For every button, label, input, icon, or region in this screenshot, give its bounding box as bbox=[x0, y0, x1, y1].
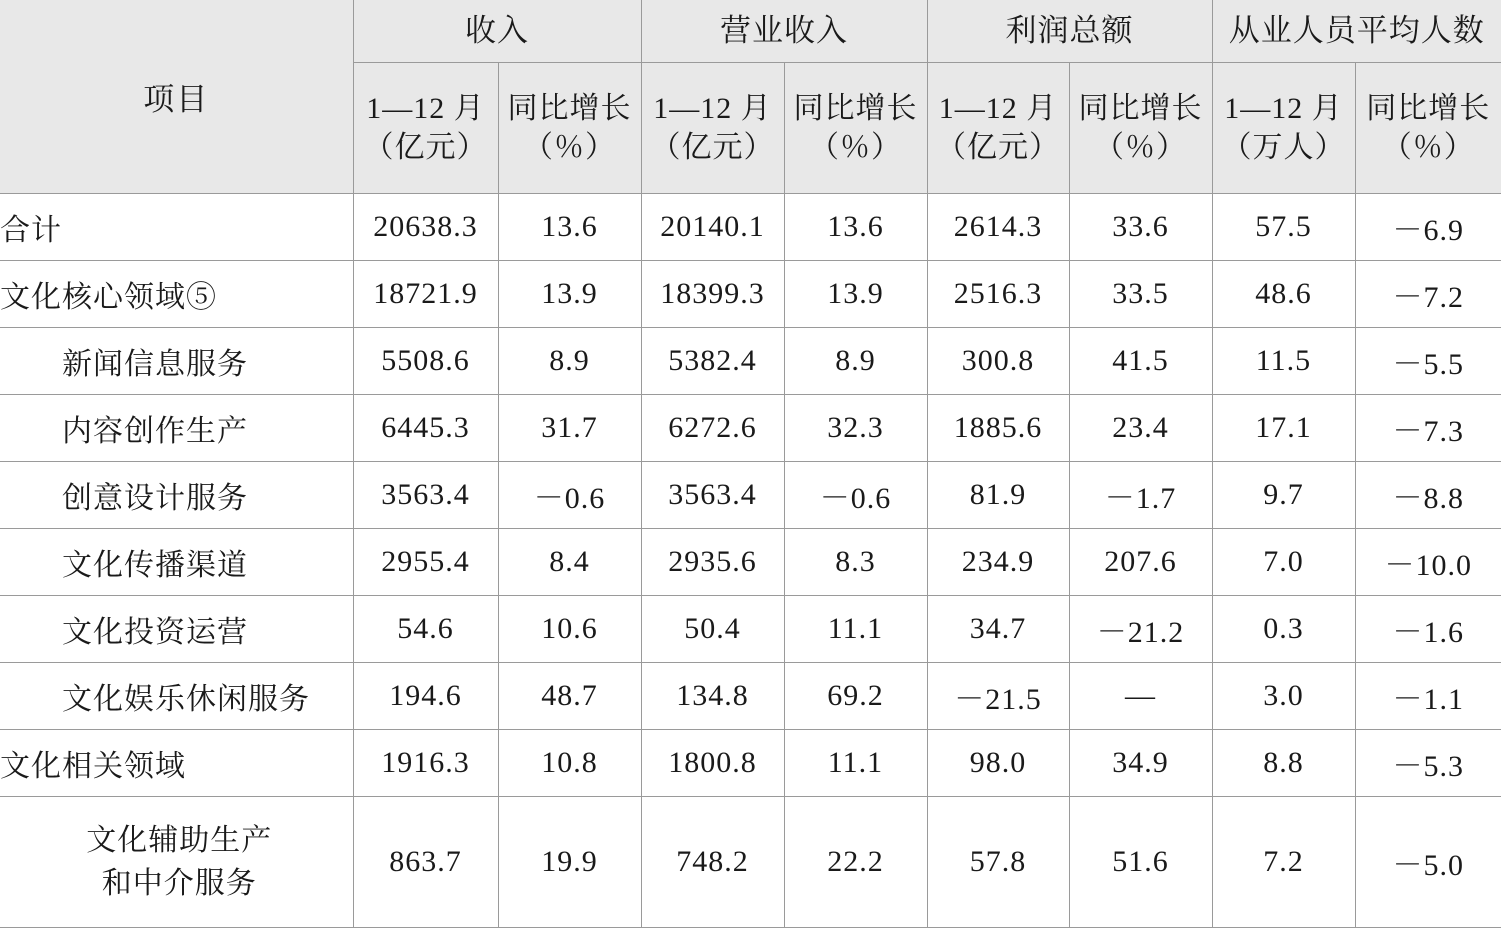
table-header bbox=[0, 0, 1501, 194]
subheader-income-growth bbox=[498, 63, 641, 194]
subheader-income-period bbox=[353, 63, 498, 194]
subheader-employees-growth bbox=[1355, 63, 1501, 194]
table-row bbox=[0, 395, 1501, 462]
table-cell: 20638.3 bbox=[353, 194, 498, 261]
table-cell: 194.6 bbox=[353, 663, 498, 730]
table-cell: 19.9 bbox=[498, 797, 641, 928]
table-cell: －21.5 bbox=[927, 663, 1069, 730]
subheader-line1: 同比增长 bbox=[1078, 92, 1203, 125]
table-cell: 234.9 bbox=[927, 529, 1069, 596]
table-cell: 81.9 bbox=[927, 462, 1069, 529]
subheader-line1: 同比增长 bbox=[793, 92, 918, 125]
subheader-line2: （亿元） bbox=[363, 131, 488, 164]
table-cell: 8.9 bbox=[498, 328, 641, 395]
table-cell: 3.0 bbox=[1212, 663, 1355, 730]
subheader-line2: （％） bbox=[809, 131, 902, 164]
table-row bbox=[0, 797, 1501, 928]
row-label bbox=[0, 261, 353, 328]
row-label bbox=[0, 395, 353, 462]
subheader-line1: 1—12 月 bbox=[366, 92, 485, 125]
table-cell: 7.2 bbox=[1212, 797, 1355, 928]
table-cell: －0.6 bbox=[498, 462, 641, 529]
table-cell: 2935.6 bbox=[641, 529, 784, 596]
subheader-operating-income-growth bbox=[784, 63, 927, 194]
table-cell: －5.0 bbox=[1355, 797, 1501, 928]
table-cell: 748.2 bbox=[641, 797, 784, 928]
table-cell: 57.8 bbox=[927, 797, 1069, 928]
row-label bbox=[0, 328, 353, 395]
table-cell: 9.7 bbox=[1212, 462, 1355, 529]
row-label-line: 文化投资运营 bbox=[62, 616, 248, 649]
table-body bbox=[0, 194, 1501, 928]
table-cell: 8.3 bbox=[784, 529, 927, 596]
subheader-employees-period bbox=[1212, 63, 1355, 194]
table-cell: 3563.4 bbox=[353, 462, 498, 529]
row-label bbox=[0, 529, 353, 596]
subheader-line2: （％） bbox=[523, 131, 616, 164]
table-cell: 13.9 bbox=[784, 261, 927, 328]
table-cell: －1.7 bbox=[1069, 462, 1212, 529]
table-cell: 3563.4 bbox=[641, 462, 784, 529]
row-label bbox=[0, 730, 353, 797]
table-cell: 5382.4 bbox=[641, 328, 784, 395]
subheader-profit-period bbox=[927, 63, 1069, 194]
table-cell: 1916.3 bbox=[353, 730, 498, 797]
table-cell: 33.6 bbox=[1069, 194, 1212, 261]
table-row bbox=[0, 261, 1501, 328]
table-cell: 51.6 bbox=[1069, 797, 1212, 928]
column-group-income: 收入 bbox=[353, 0, 641, 63]
row-label bbox=[0, 596, 353, 663]
table-cell: 20140.1 bbox=[641, 194, 784, 261]
column-group-operating-income: 营业收入 bbox=[641, 0, 927, 63]
table-cell: 2614.3 bbox=[927, 194, 1069, 261]
table-cell: －21.2 bbox=[1069, 596, 1212, 663]
table-cell: 11.5 bbox=[1212, 328, 1355, 395]
table-cell: －0.6 bbox=[784, 462, 927, 529]
table-cell: 2955.4 bbox=[353, 529, 498, 596]
row-label bbox=[0, 194, 353, 261]
table-cell: 5508.6 bbox=[353, 328, 498, 395]
table-cell: 33.5 bbox=[1069, 261, 1212, 328]
table-cell: 10.6 bbox=[498, 596, 641, 663]
row-label-line: 文化相关领域 bbox=[0, 750, 186, 783]
table-cell: 6272.6 bbox=[641, 395, 784, 462]
table-cell: 13.6 bbox=[498, 194, 641, 261]
row-label-line: 文化核心领域⑤ bbox=[0, 281, 217, 314]
table-cell: 22.2 bbox=[784, 797, 927, 928]
table-cell: 17.1 bbox=[1212, 395, 1355, 462]
table-cell: 57.5 bbox=[1212, 194, 1355, 261]
table-cell: 34.7 bbox=[927, 596, 1069, 663]
column-group-total-profit: 利润总额 bbox=[927, 0, 1212, 63]
row-label bbox=[0, 663, 353, 730]
table-cell: －5.5 bbox=[1355, 328, 1501, 395]
table-cell: 6445.3 bbox=[353, 395, 498, 462]
row-label-line: 创意设计服务 bbox=[62, 482, 248, 515]
column-header-item: 项目 bbox=[0, 0, 353, 194]
table-cell: －1.6 bbox=[1355, 596, 1501, 663]
table-cell: 8.9 bbox=[784, 328, 927, 395]
table-cell: 1800.8 bbox=[641, 730, 784, 797]
table-cell: 134.8 bbox=[641, 663, 784, 730]
subheader-operating-income-period bbox=[641, 63, 784, 194]
row-label-line: 新闻信息服务 bbox=[62, 348, 248, 381]
table-cell: －6.9 bbox=[1355, 194, 1501, 261]
table-cell: 48.7 bbox=[498, 663, 641, 730]
table-cell: 23.4 bbox=[1069, 395, 1212, 462]
table-cell: 11.1 bbox=[784, 730, 927, 797]
table-cell: －8.8 bbox=[1355, 462, 1501, 529]
header-group-row bbox=[0, 0, 1501, 63]
table-cell: 48.6 bbox=[1212, 261, 1355, 328]
subheader-line2: （％） bbox=[1094, 131, 1187, 164]
table-row bbox=[0, 462, 1501, 529]
table-row bbox=[0, 730, 1501, 797]
table-cell: 41.5 bbox=[1069, 328, 1212, 395]
row-label bbox=[0, 797, 353, 928]
row-label-line: 文化娱乐休闲服务 bbox=[62, 683, 310, 716]
table-cell: －10.0 bbox=[1355, 529, 1501, 596]
subheader-line2: （亿元） bbox=[650, 131, 775, 164]
table-cell: 50.4 bbox=[641, 596, 784, 663]
table-cell: 54.6 bbox=[353, 596, 498, 663]
table-cell: 8.4 bbox=[498, 529, 641, 596]
table-cell: 2516.3 bbox=[927, 261, 1069, 328]
table-cell: 13.9 bbox=[498, 261, 641, 328]
subheader-profit-growth bbox=[1069, 63, 1212, 194]
table-row bbox=[0, 529, 1501, 596]
row-label-line: 合计 bbox=[0, 214, 62, 247]
table-cell: 11.1 bbox=[784, 596, 927, 663]
subheader-line1: 1—12 月 bbox=[653, 92, 772, 125]
subheader-line1: 1—12 月 bbox=[1224, 92, 1343, 125]
row-label-line: 文化传播渠道 bbox=[62, 549, 248, 582]
table-cell: －5.3 bbox=[1355, 730, 1501, 797]
table-cell: 863.7 bbox=[353, 797, 498, 928]
table-cell: 18721.9 bbox=[353, 261, 498, 328]
table-cell: 69.2 bbox=[784, 663, 927, 730]
table-cell: 300.8 bbox=[927, 328, 1069, 395]
column-group-average-employees: 从业人员平均人数 bbox=[1212, 0, 1501, 63]
table-cell: 34.9 bbox=[1069, 730, 1212, 797]
table-cell: 32.3 bbox=[784, 395, 927, 462]
row-label bbox=[0, 462, 353, 529]
table-cell: 18399.3 bbox=[641, 261, 784, 328]
table-cell: 207.6 bbox=[1069, 529, 1212, 596]
subheader-line1: 同比增长 bbox=[507, 92, 632, 125]
subheader-line1: 同比增长 bbox=[1366, 92, 1491, 125]
table-row bbox=[0, 194, 1501, 261]
table-cell: －1.1 bbox=[1355, 663, 1501, 730]
table-cell: 1885.6 bbox=[927, 395, 1069, 462]
row-label-line: 和中介服务 bbox=[101, 867, 257, 900]
table-cell: 13.6 bbox=[784, 194, 927, 261]
table-cell: 8.8 bbox=[1212, 730, 1355, 797]
table-cell: — bbox=[1069, 663, 1212, 730]
row-label-line: 文化辅助生产 bbox=[86, 823, 273, 857]
subheader-line2: （万人） bbox=[1221, 131, 1346, 164]
table-cell: 98.0 bbox=[927, 730, 1069, 797]
row-label-line: 内容创作生产 bbox=[62, 415, 248, 448]
table-cell: 10.8 bbox=[498, 730, 641, 797]
table-row bbox=[0, 596, 1501, 663]
table-cell: 7.0 bbox=[1212, 529, 1355, 596]
subheader-line2: （亿元） bbox=[936, 131, 1060, 164]
table-cell: 31.7 bbox=[498, 395, 641, 462]
subheader-line1: 1—12 月 bbox=[938, 92, 1058, 125]
subheader-line2: （％） bbox=[1381, 131, 1475, 164]
table-cell: －7.3 bbox=[1355, 395, 1501, 462]
table-row bbox=[0, 663, 1501, 730]
table-row bbox=[0, 328, 1501, 395]
table-cell: 0.3 bbox=[1212, 596, 1355, 663]
table-cell: －7.2 bbox=[1355, 261, 1501, 328]
